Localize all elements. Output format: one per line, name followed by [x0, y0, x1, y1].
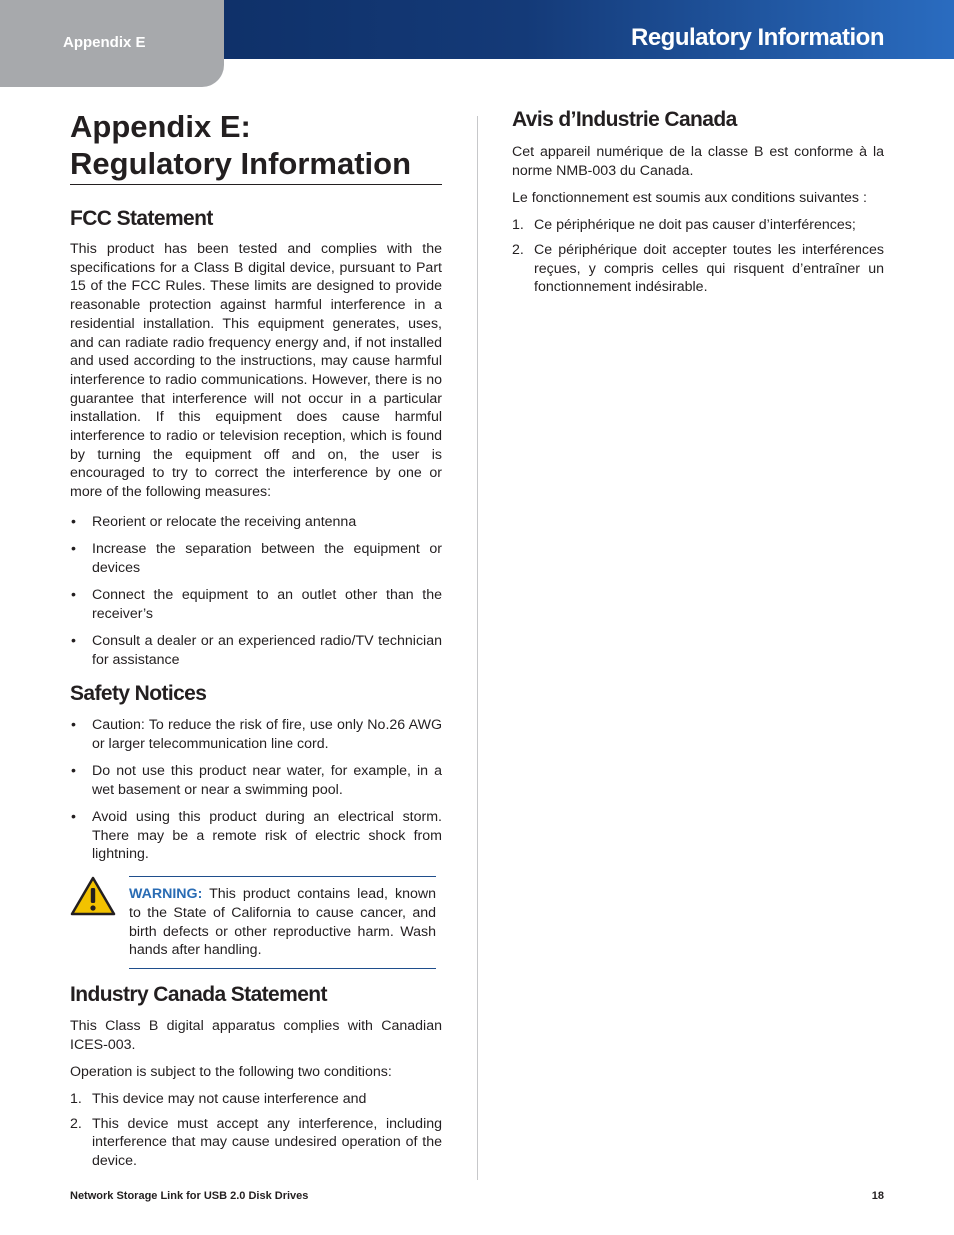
industry-canada-item	[70, 1090, 442, 1109]
avis-item	[512, 241, 884, 297]
fcc-heading: FCC Statement	[70, 207, 213, 230]
fcc-body: This product has been tested and complies with the specifications for a Class B digital device, pursuant to Part 15 of the FCC Rules. These limits are designed to provide reasonable protection against harmful interference in a residential installation. This equipment generates, uses, and can radiate radio frequency energy and, if not installed and used according to the instructions, may cause harmful interference to radio communications. However, there is no guarantee that interference will not occur in a particular installation. If this equipment does cause harmful interference to radio or television reception, which is found by turning the equipment off and on, the user is encouraged to try to correct the interference by one or more of the following measures:	[70, 241, 442, 501]
item-text: Ce périphérique doit accepter toutes les interférences reçues, y compris celles qui risquent d’entraîner un fonctionnement indésirable.	[534, 241, 884, 296]
appendix-tab	[0, 0, 224, 87]
safety-bullet: • Caution: To reduce the risk of fire, use only No.26 AWG or larger telecommunication line cord.	[70, 716, 442, 753]
item-number: 2.	[512, 241, 524, 258]
fcc-bullet: • Reorient or relocate the receiving antenna	[70, 513, 442, 532]
safety-bullet-list	[70, 716, 442, 864]
industry-canada-heading: Industry Canada Statement	[70, 983, 327, 1007]
left-column	[70, 108, 442, 1171]
page-title-line2: Regulatory Information	[70, 146, 412, 181]
item-text: Ce périphérique ne doit pas causer d’interférences;	[534, 217, 856, 234]
footer-product: Network Storage Link for USB 2.0 Disk Drives	[70, 1190, 309, 1202]
footer-page-number: 18	[871, 1190, 884, 1202]
item-number: 1.	[512, 217, 524, 234]
item-text: This device may not cause interference and	[92, 1091, 367, 1108]
warning-body: This product contains lead, known to the State of California to cause cancer, and birth defects or other reproductive harm. Wash hands after handling.	[129, 886, 436, 959]
right-column	[512, 108, 884, 297]
warning-box	[129, 876, 436, 969]
fcc-bullet: • Connect the equipment to an outlet other than the receiver’s	[70, 586, 442, 623]
safety-bullet: • Avoid using this product during an electrical storm. There may be a remote risk of electric shock from lightning.	[70, 808, 442, 864]
item-text: This device must accept any interference, including interference that may cause undesired operation of the device.	[92, 1115, 442, 1169]
avis-item	[512, 216, 884, 235]
item-number: 2.	[70, 1115, 82, 1132]
safety-heading: Safety Notices	[70, 682, 207, 706]
industry-canada-para: This Class B digital apparatus complies with Canadian ICES-003.	[70, 1018, 442, 1053]
avis-list	[512, 216, 884, 297]
fcc-bullet-list	[70, 513, 442, 669]
fcc-bullet: • Increase the separation between the equipment or devices	[70, 540, 442, 577]
warning-text	[129, 885, 436, 960]
section-title: Regulatory Information	[630, 24, 884, 51]
avis-heading: Avis d’Industrie Canada	[512, 108, 737, 131]
industry-canada-para: Operation is subject to the following two conditions:	[70, 1064, 392, 1081]
avis-para: Cet appareil numérique de la classe B est conforme à la norme NMB-003 du Canada.	[512, 144, 884, 179]
industry-canada-item	[70, 1115, 442, 1171]
avis-para: Le fonctionnement est soumis aux conditions suivantes :	[512, 189, 867, 206]
warning-triangle-icon	[70, 876, 116, 916]
page-title	[70, 108, 442, 185]
warning-label: WARNING:	[129, 886, 203, 903]
column-divider	[477, 116, 478, 1180]
industry-canada-list	[70, 1090, 442, 1170]
page-title-line1: Appendix E:	[70, 109, 251, 144]
warning-callout	[70, 876, 442, 968]
fcc-bullet: • Consult a dealer or an experienced radio/TV technician for assistance	[70, 632, 442, 669]
appendix-tab-label: Appendix E	[63, 34, 146, 51]
safety-bullet: • Do not use this product near water, for example, in a wet basement or near a swimming pool.	[70, 762, 442, 799]
item-number: 1.	[70, 1091, 82, 1108]
